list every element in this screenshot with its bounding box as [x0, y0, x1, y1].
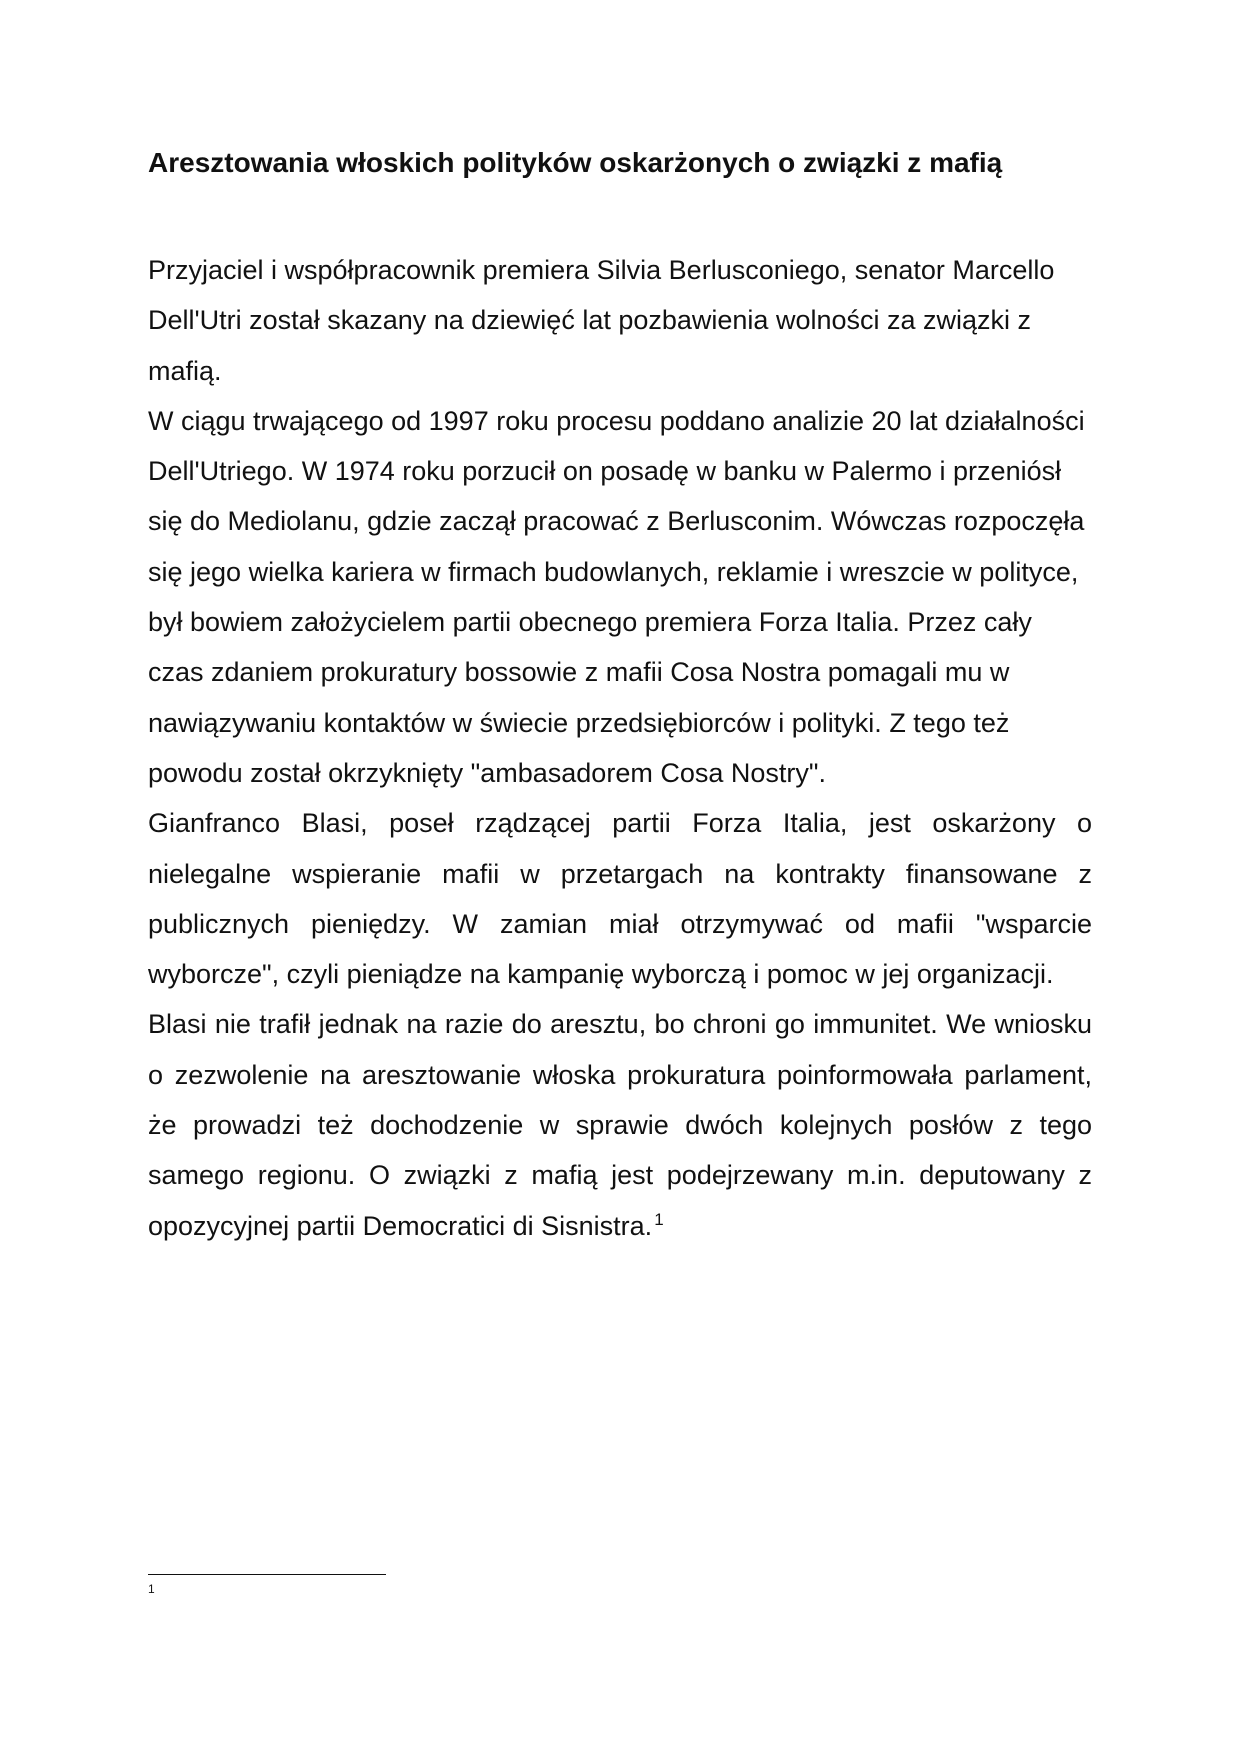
footnote-separator	[148, 1574, 386, 1575]
document-body	[148, 245, 1092, 1251]
footnote	[148, 1582, 155, 1596]
footnote-reference[interactable]: 1	[654, 1209, 664, 1229]
paragraph-4-text: Blasi nie trafił jednak na razie do aresztu, bo chroni go immunitet. We wniosku o zezwolenie na aresztowanie włoska prokuratura poinformowała parlament, że prowadzi też dochodzenie w sprawie dwóch kolejnych posłów z tego samego regionu. O związki z mafią jest podejrzewany m.in. deputowany z opozycyjnej partii Democratici di Sisnistra.	[148, 1009, 1092, 1241]
paragraph-2: W ciągu trwającego od 1997 roku procesu poddano analizie 20 lat działalności Dell'Utriego. W 1974 roku porzucił on posadę w banku w Palermo i przeniósł się do Mediolanu, gdzie zaczął pracować z Berlusconim. Wówczas rozpoczęła się jego wielka kariera w firmach budowlanych, reklamie i wreszcie w polityce, był bowiem założycielem partii obecnego premiera Forza Italia. Przez cały czas zdaniem prokuratury bossowie z mafii Cosa Nostra pomagali mu w nawiązywaniu kontaktów w świecie przedsiębiorców i polityki. Z tego też powodu został okrzyknięty "ambasadorem Cosa Nostry".	[148, 405, 1085, 788]
paragraph-1: Przyjaciel i współpracownik premiera Silvia Berlusconiego, senator Marcello Dell'Utri został skazany na dziewięć lat pozbawienia wolności za związki z mafią.	[148, 255, 1055, 386]
footnote-number: 1	[148, 1582, 155, 1596]
paragraph-4	[148, 999, 1092, 1250]
paragraph-3: Gianfranco Blasi, poseł rządzącej partii Forza Italia, jest oskarżony o nielegalne wspieranie mafii w przetargach na kontrakty finansowane z publicznych pieniędzy. W zamian miał otrzymywać od mafii "wsparcie wyborcze", czyli pieniądze na kampanię wyborczą i pomoc w jej organizacji.	[148, 808, 1092, 990]
document-title: Aresztowania włoskich polityków oskarżonych o związki z mafią	[148, 147, 1003, 178]
